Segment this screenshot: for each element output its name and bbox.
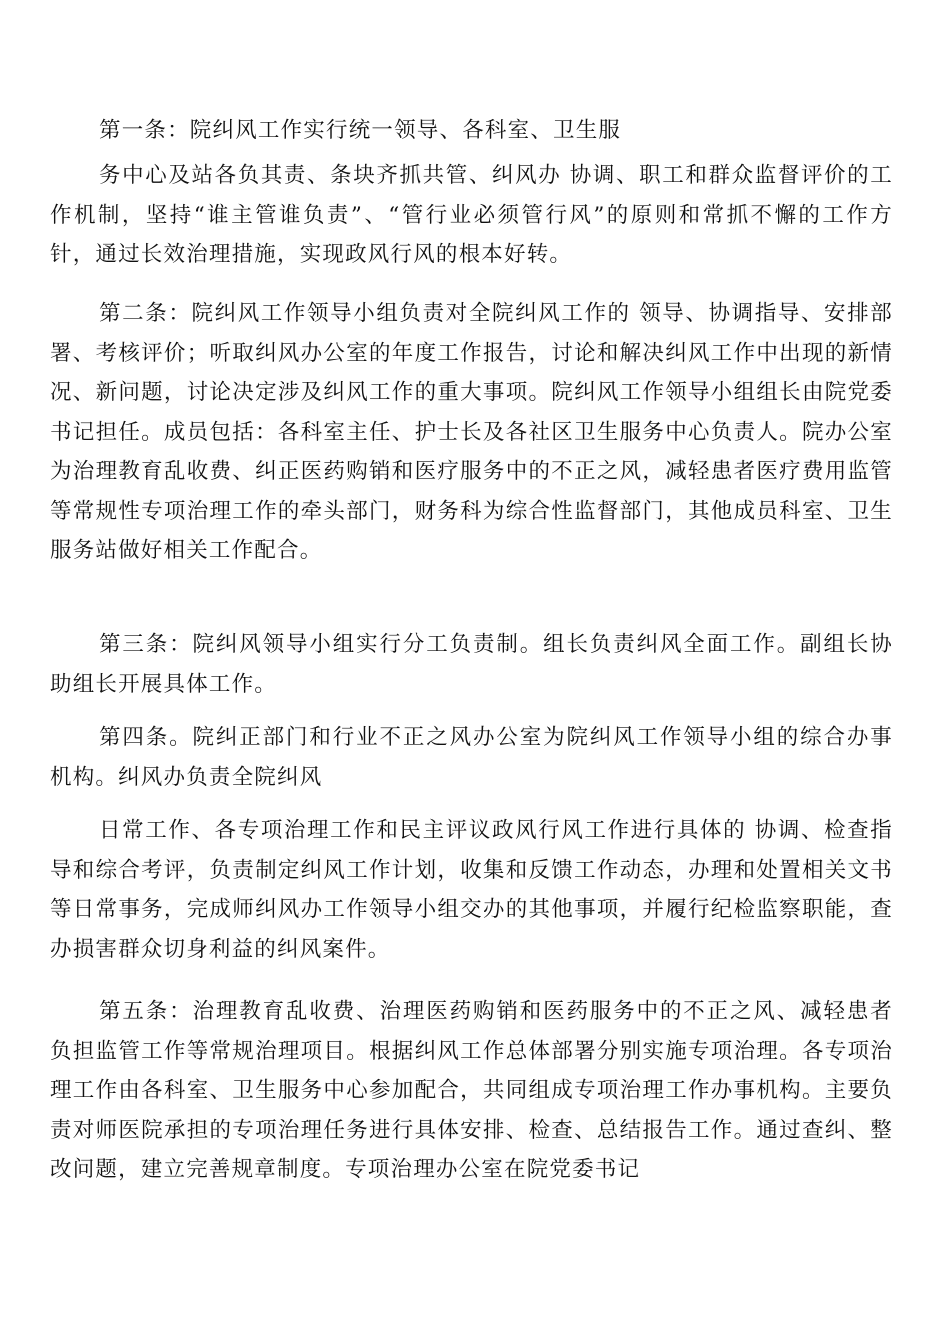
article-5-paragraph: 第五条：治理教育乱收费、治理医药购销和医药服务中的不正之风、减轻患者负担监管工作等常规治理项目。根据纠风工作总体部署分别实施专项治理。各专项治理工作由各科室、卫生服务中心参加配合，共同组成专项治理工作办事机构。主要负责对师医院承担的专项治理任务进行具体安排、检查、总结报告工作。通过查纠、整改问题，建立完善规章制度。专项治理办公室在院党委书记 bbox=[50, 999, 893, 1182]
article-2-paragraph: 第二条：院纠风工作领导小组负责对全院纠风工作的 领导、协调指导、安排部署、考核评价；听取纠风办公室的年度工作报告，讨论和解决纠风工作中出现的新情况、新问题，讨论决定涉及纠风工作的重大事项。院纠风工作领导小组组长由院党委书记担任。成员包括：各科室主任、护士长及各社区卫生服务中心负责人。院办公室为治理教育乱收费、纠正医药购销和医疗服务中的不正之风，减轻患者医疗费用监管等常规性专项治理工作的牵头部门，财务科为综合性监督部门，其他成员科室、卫生服务站做好相关工作配合。 bbox=[50, 301, 893, 563]
article-1-continuation-paragraph: 务中心及站各负其责、条块齐抓共管、纠风办 协调、职工和群众监督评价的工作机制，坚持“谁主管谁负责”、“管行业必须管行风”的原则和常抓不懈的工作方针，通过长效治理措施，实现政风行风的根本好转。 bbox=[50, 163, 893, 267]
article-4-paragraph: 第四条。院纠正部门和行业不正之风办公室为院纠风工作领导小组的综合办事机构。纠风办负责全院纠风 bbox=[50, 725, 893, 790]
article-1-paragraph: 第一条：院纠风工作实行统一领导、各科室、卫生服 bbox=[99, 118, 622, 143]
article-3-paragraph: 第三条：院纠风领导小组实行分工负责制。组长负责纠风全面工作。副组长协助组长开展具体工作。 bbox=[50, 632, 893, 697]
article-4-continuation-paragraph: 日常工作、各专项治理工作和民主评议政风行风工作进行具体的 协调、检查指导和综合考评，负责制定纠风工作计划，收集和反馈工作动态，办理和处置相关文书等日常事务，完成师纠风办工作领导小组交办的其他事项，并履行纪检监察职能，查办损害群众切身利益的纠风案件。 bbox=[50, 818, 893, 962]
